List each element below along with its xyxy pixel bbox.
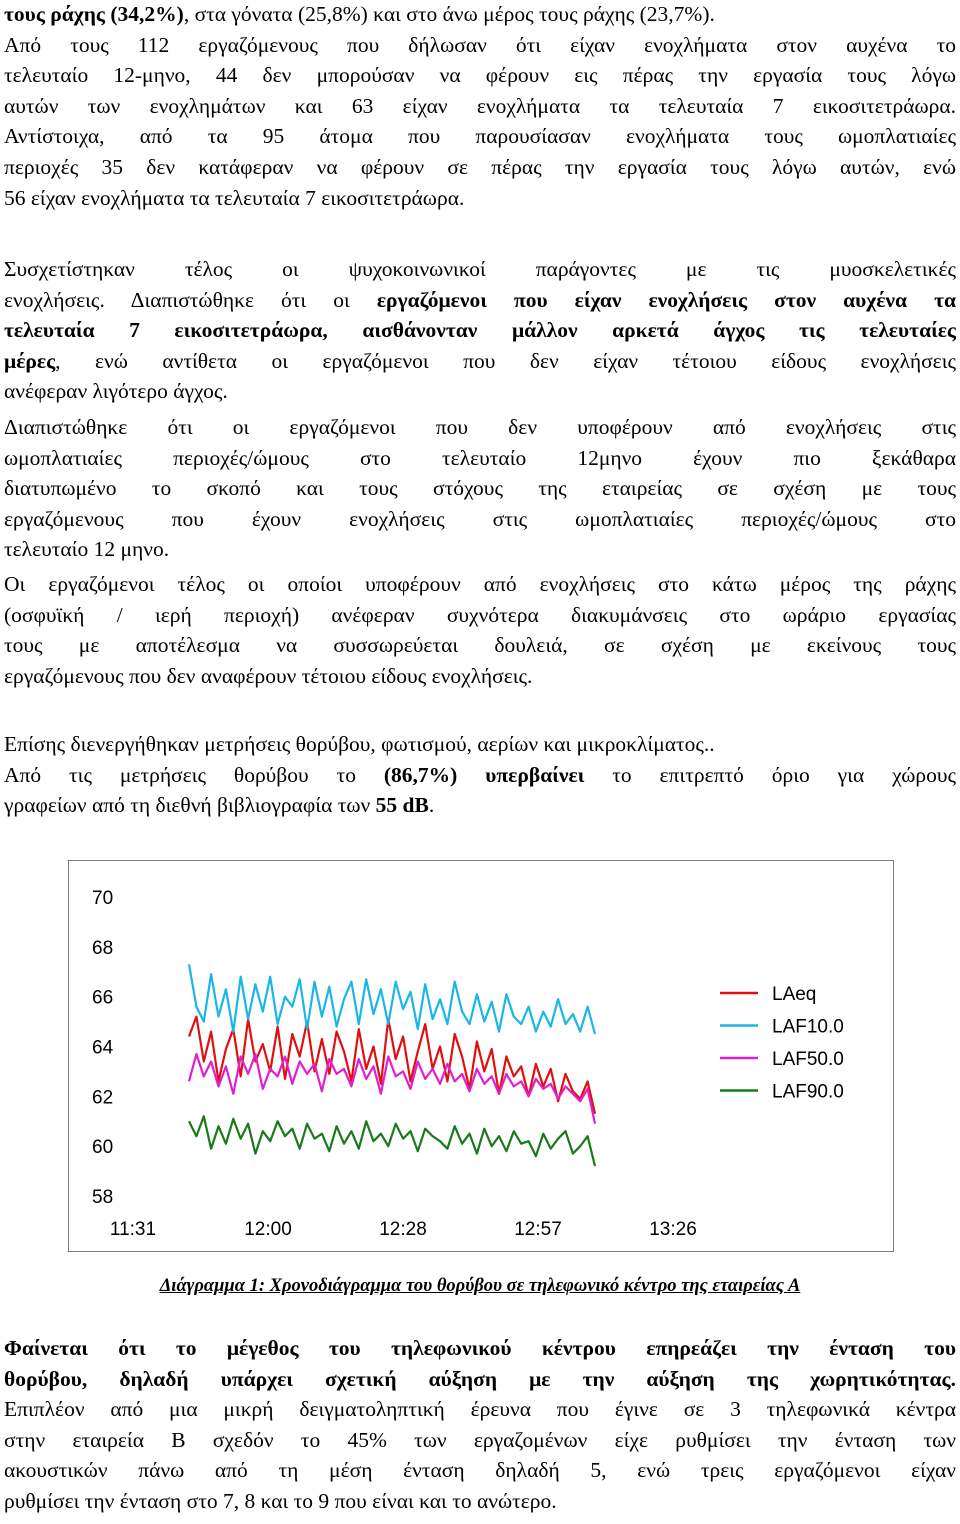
noise-chart (68, 860, 894, 1252)
text-span: , ενώ αντίθετα οι εργαζόμενοι που δεν είχαν τέτοιου είδους ενοχλήσεις (55, 348, 956, 373)
paragraph-call-center-size (4, 1333, 956, 1517)
paragraph-psychosocial-factors (4, 254, 956, 407)
bold-text: τους ράχης (34,2%) (4, 2, 184, 26)
text-line: τελευταίο 12 μηνο. (4, 537, 170, 562)
y-tick-label: 58 (92, 1187, 114, 1208)
text-line: στην εταιρεία Β σχεδόν το 45% των εργαζομένων είχε ρυθμίσει την ένταση των (4, 1427, 956, 1452)
x-tick-label: 12:28 (379, 1219, 427, 1240)
paragraph-musculoskeletal-stats (4, 0, 956, 213)
text-line: διατυπωμένο το σκοπό και τους στόχους της εταιρείας σε σχέση με τους (4, 476, 956, 501)
text-line: περιοχές 35 δεν κατάφεραν να φέρουν σε πέρας την εργασία τους λόγω αυτών, ενώ (4, 154, 956, 179)
y-tick-label: 68 (92, 937, 114, 959)
bold-text: 55 dB (375, 793, 429, 818)
y-tick-label: 70 (92, 888, 114, 909)
text-line: (οσφυϊκή / ιερή περιοχή) ανέφεραν συχνότερα διακυμάνσεις στο ωράριο εργασίας (4, 602, 956, 627)
bold-text: μέρες (4, 348, 56, 373)
noise-chart-svg (68, 860, 894, 1252)
x-tick-label: 12:00 (244, 1219, 292, 1240)
text-line: αυτών των ενοχλημάτων και 63 είχαν ενοχλήματα τα τελευταία 7 εικοσιτετράωρα. (4, 93, 956, 118)
text-line: ρυθμίσει την ένταση στο 7, 8 και το 9 που είναι και το ανώτερο. (4, 1488, 557, 1513)
paragraph-noise-measurements (4, 729, 956, 821)
bold-text: τελευταία 7 εικοσιτετράωρα, αισθάνονταν μάλλον αρκετά άγχος τις τελευταίες (4, 318, 956, 343)
y-tick-label: 64 (92, 1037, 114, 1059)
paragraph-lower-back-findings (4, 569, 956, 691)
text-span: ενοχλήσεις. Διαπιστώθηκε ότι οι (4, 287, 377, 312)
legend-label: LAF90.0 (772, 1081, 844, 1103)
text-line: Επιπλέον από μια μικρή δειγματοληπτική έρευνα που έγινε σε 3 τηλεφωνικά κέντρα (4, 1397, 956, 1422)
paragraph-shoulder-findings (4, 412, 956, 565)
legend-label: LAF10.0 (772, 1016, 844, 1038)
y-tick-label: 60 (92, 1137, 114, 1159)
bold-text: Φαίνεται ότι το μέγεθος του τηλεφωνικού κέντρου επηρεάζει την ένταση του (4, 1336, 956, 1360)
x-tick-label: 12:57 (514, 1219, 562, 1240)
text-line: ακουστικών πάνω από τη μέση ένταση δηλαδή 5, ενώ τρεις εργαζόμενοι είχαν (4, 1458, 956, 1483)
text-line: εργαζόμενους που έχουν ενοχλήσεις στις ωμοπλατιαίες περιοχές/ώμους στο (4, 506, 956, 531)
text-line: τελευταίο 12-μηνο, 44 δεν μπορούσαν να φέρουν εις πέρας την εργασία τους λόγω (4, 63, 956, 88)
legend-label: LAF50.0 (772, 1049, 844, 1070)
y-tick-label: 66 (92, 987, 114, 1009)
text-span: γραφείων από τη διεθνή βιβλιογραφία των (4, 793, 376, 818)
text-line: ωμοπλατιαίες περιοχές/ώμους στο τελευταίο 12μηνο έχουν πιο ξεκάθαρα (4, 445, 956, 470)
text-span: Από τις μετρήσεις θορύβου το (4, 762, 384, 787)
text-line: Αντίστοιχα, από τα 95 άτομα που παρουσίασαν ενοχλήματα τους ωμοπλατιαίες (4, 124, 956, 149)
text-span: , στα γόνατα (25,8%) και στο άνω μέρος τους ράχης (23,7%). (183, 2, 715, 26)
text-line: Διαπιστώθηκε ότι οι εργαζόμενοι που δεν υποφέρουν από ενοχλήσεις στις (4, 415, 956, 439)
text-span: . (428, 793, 435, 818)
y-tick-label: 62 (92, 1087, 114, 1109)
x-tick-label: 11:31 (109, 1219, 157, 1240)
text-line: εργαζόμενους που δεν αναφέρουν τέτοιου είδους ενοχλήσεις. (4, 663, 533, 688)
legend-label: LAeq (772, 984, 817, 1005)
text-line: 56 είχαν ενοχλήματα τα τελευταία 7 εικοσιτετράωρα. (4, 185, 465, 210)
text-line: Επίσης διενεργήθηκαν μετρήσεις θορύβου, φωτισμού, αερίων και μικροκλίματος.. (4, 732, 715, 756)
bold-text: θορύβου, δηλαδή υπάρχει σχετική αύξηση με την αύξηση της χωρητικότητας. (4, 1366, 956, 1391)
text-line: τους με αποτέλεσμα να συσσωρεύεται δουλειά, σε σχέση με εκείνους τους (4, 633, 956, 658)
text-line: Συσχετίστηκαν τέλος οι ψυχοκοινωνικοί παράγοντες με τις μυοσκελετικές (4, 257, 956, 281)
bold-text: (86,7%) υπερβαίνει (383, 762, 585, 787)
text-span: το επιτρεπτό όριο για χώρους (584, 762, 956, 787)
text-line: ανέφεραν λιγότερο άγχος. (4, 379, 228, 404)
bold-text: εργαζόμενοι που είχαν ενοχλήσεις στον αυχένα τα (376, 287, 956, 312)
text-line: Από τους 112 εργαζόμενους που δήλωσαν ότι είχαν ενοχλήματα στον αυχένα το (4, 32, 956, 57)
x-tick-label: 13:26 (649, 1219, 697, 1240)
chart-caption: Διάγραμμα 1: Χρονοδιάγραμμα του θορύβου σε τηλεφωνικό κέντρο της εταιρείας Α (159, 1276, 801, 1296)
text-line: Οι εργαζόμενοι τέλος οι οποίοι υποφέρουν από ενοχλήσεις στο κάτω μέρος της ράχης (4, 572, 956, 596)
